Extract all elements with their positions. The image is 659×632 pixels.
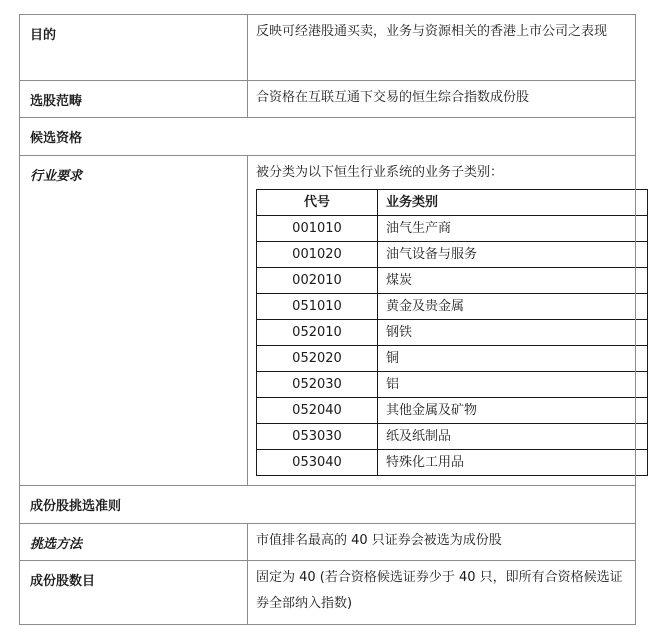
industry-intro: 被分类为以下恒生行业系统的业务子类别：	[256, 165, 504, 180]
row-eligibility	[20, 118, 636, 156]
category-cell: 其他金属及矿物	[378, 398, 648, 424]
index-methodology-table	[19, 14, 636, 625]
selection-heading: 成份股挑选准则	[20, 486, 636, 524]
method-label: 挑选方法	[20, 524, 248, 561]
table-row	[257, 294, 648, 320]
eligibility-heading: 候选资格	[20, 118, 636, 156]
method-value: 市值排名最高的 40 只证券会被选为成份股	[248, 524, 636, 561]
code-cell: 053030	[257, 424, 378, 450]
subtable-header-row	[257, 190, 648, 216]
category-header: 业务类别	[378, 190, 648, 216]
category-cell: 煤炭	[378, 268, 648, 294]
code-cell: 052030	[257, 372, 378, 398]
code-cell: 051010	[257, 294, 378, 320]
category-cell: 钢铁	[378, 320, 648, 346]
table-row	[257, 424, 648, 450]
table-row	[257, 346, 648, 372]
row-universe	[20, 81, 636, 118]
category-cell: 纸及纸制品	[378, 424, 648, 450]
count-label: 成份股数目	[20, 561, 248, 625]
table-row	[257, 372, 648, 398]
table-row	[257, 268, 648, 294]
row-count	[20, 561, 636, 625]
code-cell: 052040	[257, 398, 378, 424]
category-cell: 油气设备与服务	[378, 242, 648, 268]
table-row	[257, 242, 648, 268]
category-cell: 黄金及贵金属	[378, 294, 648, 320]
industry-label: 行业要求	[20, 156, 248, 486]
universe-label: 选股范畴	[20, 81, 248, 118]
code-cell: 001020	[257, 242, 378, 268]
universe-value: 合资格在互联互通下交易的恒生综合指数成份股	[248, 81, 636, 118]
row-method	[20, 524, 636, 561]
purpose-value: 反映可经港股通买卖，业务与资源相关的香港上市公司之表现	[248, 15, 636, 81]
code-cell: 052020	[257, 346, 378, 372]
row-selection	[20, 486, 636, 524]
category-cell: 油气生产商	[378, 216, 648, 242]
row-industry	[20, 156, 636, 486]
code-cell: 001010	[257, 216, 378, 242]
category-cell: 特殊化工用品	[378, 450, 648, 476]
code-header: 代号	[257, 190, 378, 216]
category-cell: 铝	[378, 372, 648, 398]
row-purpose	[20, 15, 636, 81]
code-cell: 053040	[257, 450, 378, 476]
category-cell: 铜	[378, 346, 648, 372]
table-row	[257, 320, 648, 346]
industry-subtable	[256, 189, 648, 476]
code-cell: 002010	[257, 268, 378, 294]
code-cell: 052010	[257, 320, 378, 346]
table-row	[257, 398, 648, 424]
count-value: 固定为 40 (若合资格候选证券少于 40 只，即所有合资格候选证券全部纳入指数)	[248, 561, 636, 625]
table-row	[257, 450, 648, 476]
table-row	[257, 216, 648, 242]
purpose-label: 目的	[20, 15, 248, 81]
industry-value	[248, 156, 636, 486]
